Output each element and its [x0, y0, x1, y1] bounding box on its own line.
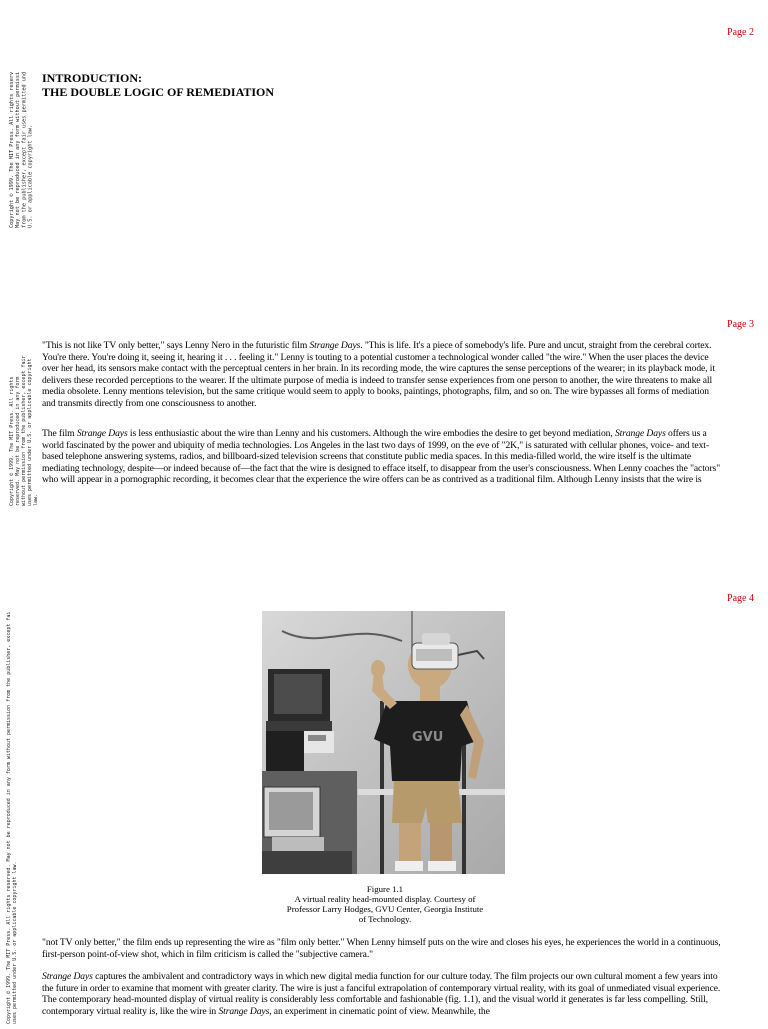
figure-photo — [262, 611, 505, 874]
copyright-side-note — [4, 72, 36, 228]
paragraph-text: an experiment in cinematic point of view. Meanwhile, the — [271, 1005, 490, 1017]
body-paragraph — [42, 937, 724, 960]
chapter-heading — [42, 71, 274, 99]
shirt-logo-text: GVU — [412, 730, 444, 745]
copyright-line: Copyright © 1999. The MIT Press. All rights reserved. — [9, 72, 15, 228]
copyright-line: without permission from the publisher, except fair — [21, 355, 27, 506]
page-number: Page 3 — [727, 319, 754, 330]
body-paragraph — [42, 340, 724, 409]
paragraph-text: The film — [42, 428, 77, 439]
italic-text: Strange Days — [76, 428, 128, 439]
vr-headset-photo — [262, 611, 505, 874]
paragraph-text: captures the ambivalent and contradictory ways in which new digital media function for our culture today. The film projects our own cultural moment a few years into the future in order to examine that moment with greater clarity. The wire is just a fanciful extrapolation of contemporary virtual reality, with its goal of unmediated visual experience. The contemporary head-mounted display of virtual reality is considerably less comfortable and fashionable (fig. 1.1), and the visual world it generates is far less compelling. Still, contemporary virtual reality is, like the wire in — [42, 971, 721, 1017]
caption-line: A virtual reality head-mounted display. Courtesy of — [294, 894, 476, 904]
italic-text: Strange Days — [42, 971, 93, 982]
body-paragraph — [42, 428, 724, 486]
copyright-side-note-svg — [4, 346, 40, 506]
copyright-line: uses permitted under U.S. or applicable copyright law. — [12, 861, 19, 1024]
italic-text: Strange Days — [309, 340, 361, 351]
caption-title: Figure 1.1 — [366, 884, 404, 894]
paragraph-text: "not TV only better," the film ends up representing the wire as "film only better." When Lenny himself puts on the wire and closes his eyes, he experiences the world in a continuous, first-person point-of-view shot, which in film criticism is called the "subjective camera." — [42, 937, 721, 960]
copyright-line: Copyright © 1999. The MIT Press. All rights — [9, 376, 15, 506]
copyright-line: from the publisher, except fair uses permitted under — [21, 72, 28, 228]
copyright-side-note-svg — [4, 72, 36, 228]
italic-text: Strange Days, — [218, 1005, 272, 1017]
caption-line: Professor Larry Hodges, GVU Center, Georgia Institute — [286, 904, 484, 914]
paragraph-text: . "This is life. It's a piece of somebody's life. Pure and uncut, straight from the cerebral cortex. You're there. You're doing it, seeing it, hearing it . . . feeling it." Lenny is touting to a potential customer a technological wonder called "the wire." When the user places the device over her head, its sensors make contact with the perceptual centers in her brain. In its recording mode, the wire captures the sense perceptions of the wearer; in its playback mode, it delivers these recorded perceptions to the wearer. If the ultimate purpose of media is indeed to transfer sense experiences from one person to another, the wire threatens to make all media obsolete. Lenny mentions television, but the same critique would seem to apply to books, paintings, photographs, film, and so on. The wire bypasses all forms of mediation and transmits directly from one consciousness to another. — [42, 340, 715, 409]
paragraph-text: is less enthusiastic about the wire than Lenny and his customers. Although the wire embodies the desire to get beyond mediation, — [127, 428, 615, 439]
figure-caption — [275, 884, 495, 924]
paragraph-text: offers us a world fascinated by the power and ubiquity of media technologies. Los Angeles in the last two days of 1999, on the eve of "2K," is saturated with cellular phones, voice- and text-based telephone answering systems, radios, and billboard-sized television screens that constitute public media spaces. In this media-filled world, the wire itself is the ultimate mediating technology, despite—or indeed because of—the fact that the wire is designed to efface itself, to disappear from the user's consciousness. When Lenny coaches the "actors" who will appear in a pornographic recording, it becomes clear that the experience the wire offers can be as contrived as a traditional film. Although Lenny insists that the wire is — [42, 428, 721, 485]
page-number: Page 4 — [727, 593, 754, 604]
caption-line: of Technology. — [358, 914, 412, 924]
copyright-line: uses permitted under U.S. or applicable copyright — [27, 358, 33, 506]
copyright-side-note — [2, 612, 26, 1024]
copyright-line: May not be reproduced in any form without permission — [15, 72, 22, 228]
italic-text: Strange Days — [614, 428, 666, 439]
body-paragraph — [42, 971, 724, 1017]
copyright-line: U.S. or applicable copyright law. — [27, 124, 34, 228]
copyright-side-note — [4, 346, 40, 506]
chapter-heading-line: INTRODUCTION: — [42, 71, 143, 85]
page-number: Page 2 — [727, 27, 754, 38]
copyright-line: reserved. May not be reproduced in any form — [15, 376, 21, 506]
copyright-side-note-svg — [2, 612, 26, 1024]
chapter-heading-line: THE DOUBLE LOGIC OF REMEDIATION — [42, 85, 275, 99]
copyright-line: law. — [33, 493, 39, 506]
paragraph-text: "This is not like TV only better," says Lenny Nero in the futuristic film — [42, 340, 310, 351]
copyright-line: Copyright © 1999. The MIT Press. All rights reserved. May not be reproduced in any form without permission from the publisher, except fair — [6, 612, 12, 1024]
